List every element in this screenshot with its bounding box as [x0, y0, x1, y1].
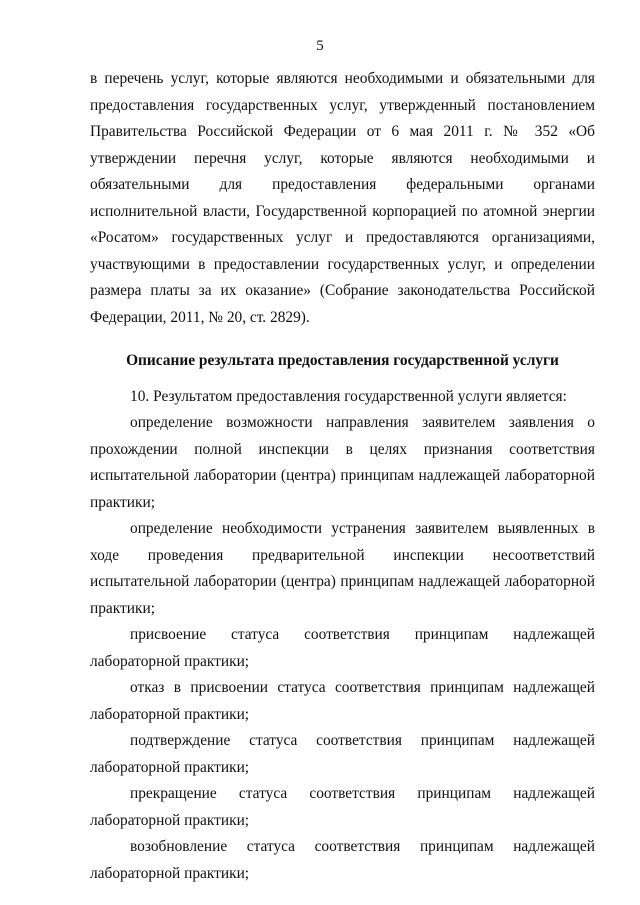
section-heading: Описание результата предоставления государственной услуги: [126, 352, 559, 369]
result-item: присвоение статуса соответствия принципам надлежащей лабораторной практики;: [90, 626, 595, 670]
result-item: определение возможности направления заявителем заявления о прохождении полной инспекции в целях признания соответствия испытательной лаборатории (центра) принципам надлежащей лабораторной практики;: [90, 414, 595, 511]
document-body: [90, 66, 595, 887]
result-item: прекращение статуса соответствия принципам надлежащей лабораторной практики;: [90, 785, 595, 829]
result-item: возобновление статуса соответствия принципам надлежащей лабораторной практики;: [90, 838, 595, 882]
page-number: 5: [316, 38, 324, 54]
item-10-paragraph: 10. Результатом предоставления государственной услуги является:: [130, 387, 567, 405]
intro-paragraph: в перечень услуг, которые являются необходимыми и обязательными для предоставления государственных услуг, утвержденный постановлением Правительства Российской Федерации от 6 мая 2011 г. № 352 «Об утверждении перечня услуг, которые являются необходимыми и обязательными для предоставления федеральными органами исполнительной власти, Государственной корпорацией по атомной энергии «Росатом» государственных услуг и предоставляются организациями, участвующими в предоставлении государственных услуг, и определении размера платы за их оказание» (Собрание законодательства Российской Федерации, 2011, № 20, ст. 2829).: [90, 70, 595, 326]
result-item: определение необходимости устранения заявителем выявленных в ходе проведения предварительной инспекции несоответствий испытательной лаборатории (центра) принципам надлежащей лабораторной практики;: [90, 520, 595, 617]
result-item: подтверждение статуса соответствия принципам надлежащей лабораторной практики;: [90, 732, 595, 776]
result-item: отказ в присвоении статуса соответствия принципам надлежащей лабораторной практики;: [90, 679, 595, 723]
